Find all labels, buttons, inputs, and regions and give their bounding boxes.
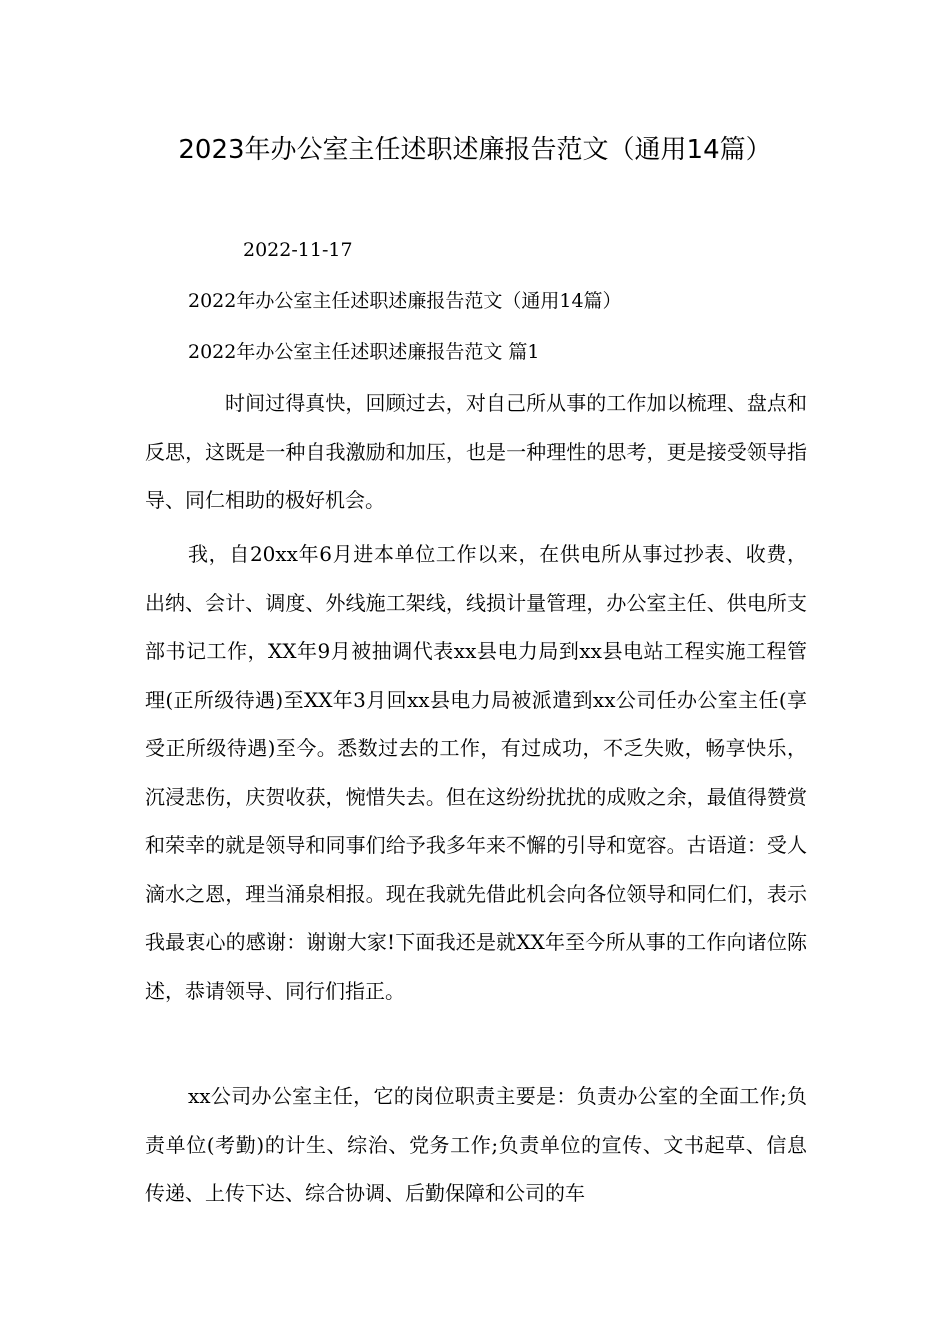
document-subtitle: 2022年办公室主任述职述廉报告范文（通用14篇） bbox=[188, 290, 622, 312]
section-heading: 2022年办公室主任述职述廉报告范文 篇1 bbox=[188, 341, 540, 363]
body-paragraph: xx公司办公室主任，它的岗位职责主要是：负责办公室的全面工作;负责单位(考勤)的计生、综治、党务工作;负责单位的宣传、文书起草、信息传递、上传下达、综合协调、后勤保障和公司的车 bbox=[145, 1084, 807, 1205]
document-title: 2023年办公室主任述职述廉报告范文（通用14篇） bbox=[178, 135, 772, 165]
document-date: 2022-11-17 bbox=[243, 239, 353, 261]
body-paragraph: 我，自20xx年6月进本单位工作以来，在供电所从事过抄表、收费，出纳、会计、调度、外线施工架线，线损计量管理，办公室主任、供电所支部书记工作，XX年9月被抽调代表xx县电力局到xx县电站工程实施工程管理(正所级待遇)至XX年3月回xx县电力局被派遣到xx公司任办公室主任(享受正所级待遇)至今。悉数过去的工作，有过成功，不乏失败，畅享快乐，沉浸悲伤，庆贺收获，惋惜失去。但在这纷纷扰扰的成败之余，最值得赞赏和荣幸的就是领导和同事们给予我多年来不懈的引导和宽容。古语道：受人滴水之恩，理当涌泉相报。现在我就先借此机会向各位领导和同仁们，表示我最衷心的感谢：谢谢大家!下面我还是就XX年至今所从事的工作向诸位陈述，恭请领导、同行们指正。 bbox=[145, 542, 807, 1003]
body-paragraph: 时间过得真快，回顾过去，对自己所从事的工作加以梳理、盘点和反思，这既是一种自我激励和加压，也是一种理性的思考，更是接受领导指导、同仁相助的极好机会。 bbox=[145, 391, 807, 512]
